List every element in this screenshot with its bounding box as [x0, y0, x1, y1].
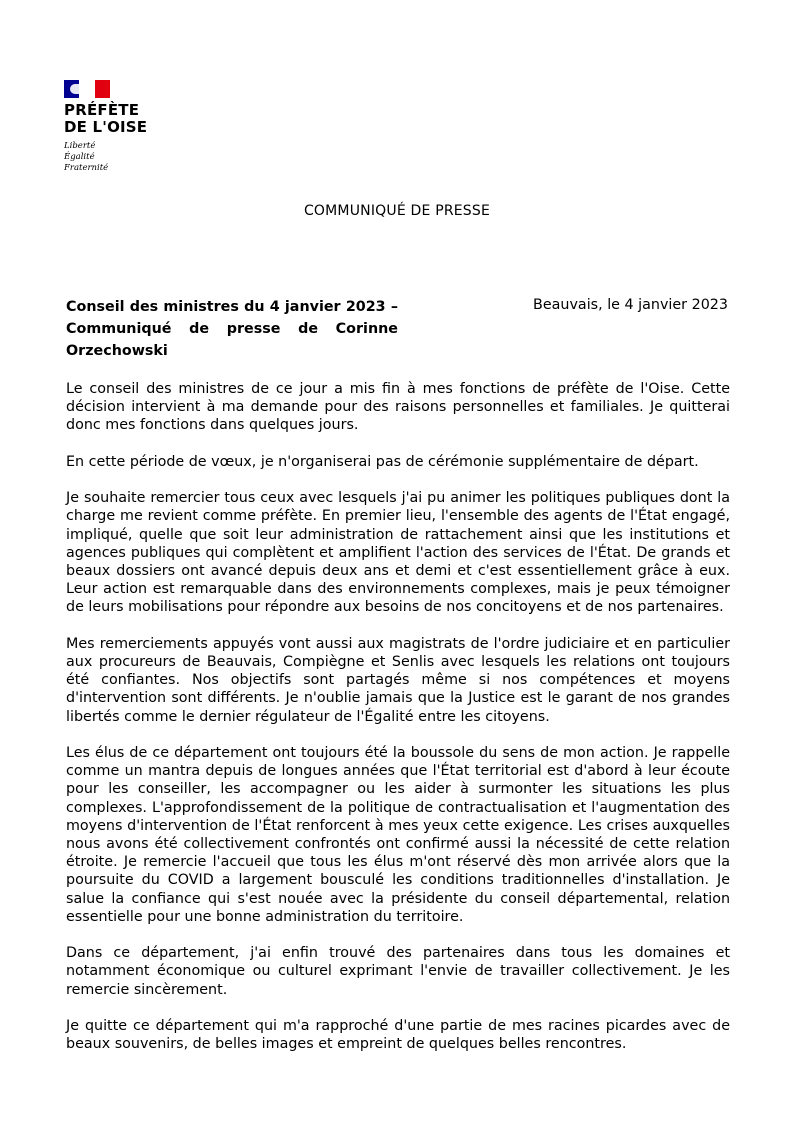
logo-name — [64, 102, 174, 136]
body-paragraph: Mes remerciements appuyés vont aussi aux magistrats de l'ordre judiciaire et en particulier aux procureurs de Beauvais, Compiègne et Senlis avec lesquels les relations ont toujours été confiantes. Nos objectifs sont partagés même si nos compétences et moyens d'intervention sont différents. Je n'oublie jamais que la Justice est le garant de nos grandes libertés comme le dernier régulateur de l'Égalité entre les citoyens. — [66, 635, 730, 725]
motto-line: Liberté — [64, 141, 96, 151]
place-and-date: Beauvais, le 4 janvier 2023 — [533, 297, 728, 313]
republic-motto — [64, 141, 144, 174]
logo-name-line: PRÉFÈTE — [64, 101, 140, 119]
document-type: COMMUNIQUÉ DE PRESSE — [303, 203, 491, 219]
body-paragraph: En cette période de vœux, je n'organiserai pas de cérémonie supplémentaire de départ. — [66, 453, 699, 470]
republic-flag-icon — [64, 80, 110, 98]
body-paragraph: Je souhaite remercier tous ceux avec lesquels j'ai pu animer les politiques publiques dont la charge me revient comme préfète. En premier lieu, l'ensemble des agents de l'État engagé, impliqué, quelle que soit leur administration de rattachement ainsi que les institutions et agences publiques qui complètent et amplifient l'action des services de l'État. De grands et beaux dossiers ont avancé depuis deux ans et demi et c'est essentiellement grâce à eux. Leur action est remarquable dans des environnements complexes, mais je peux témoigner de leurs mobilisations pour répondre aux besoins de nos concitoyens et de nos partenaires. — [66, 490, 730, 616]
body-paragraph: Le conseil des ministres de ce jour a mis fin à mes fonctions de préfète de l'Oise. Cette décision intervient à ma demande pour des raisons personnelles et familiales. Je quitterai donc mes fonctions dans quelques jours. — [66, 381, 730, 434]
motto-line: Égalité — [64, 152, 95, 162]
motto-line: Fraternité — [64, 163, 109, 173]
body-paragraph: Les élus de ce département ont toujours été la boussole du sens de mon action. Je rappelle comme un mantra depuis de longues années que l'État territorial est d'abord à leur écoute pour les conseiller, les accompagner ou les aider à surmonter les situations les plus complexes. L'approfondissement de la politique de contractualisation et l'augmentation des moyens d'intervention de l'État renforcent à mes yeux cette exigence. Les crises auxquelles nous avons été collectivement confrontés ont confirmé aussi la nécessité de cette relation étroite. Je remercie l'accueil que tous les élus m'ont réservé dès mon arrivée alors que la poursuite du COVID a largement bousculé les conditions traditionnelles d'installation. Je salue la confiance qui s'est nouée avec la présidente du conseil départemental, relation essentielle pour une bonne administration du territoire. — [66, 745, 730, 925]
body-paragraph: Dans ce département, j'ai enfin trouvé des partenaires dans tous les domaines et notamment économique ou culturel exprimant l'envie de travailler collectivement. Je les remercie sincèrement. — [66, 945, 730, 998]
document-title: Conseil des ministres du 4 janvier 2023 – Communiqué de presse de Corinne Orzechowski — [66, 299, 398, 359]
logo-name-line: DE L'OISE — [64, 118, 148, 136]
document-body — [66, 380, 730, 1072]
body-paragraph: Je quitte ce département qui m'a rapproché d'une partie de mes racines picardes avec de beaux souvenirs, de belles images et empreint de quelques belles rencontres. — [66, 1018, 730, 1053]
